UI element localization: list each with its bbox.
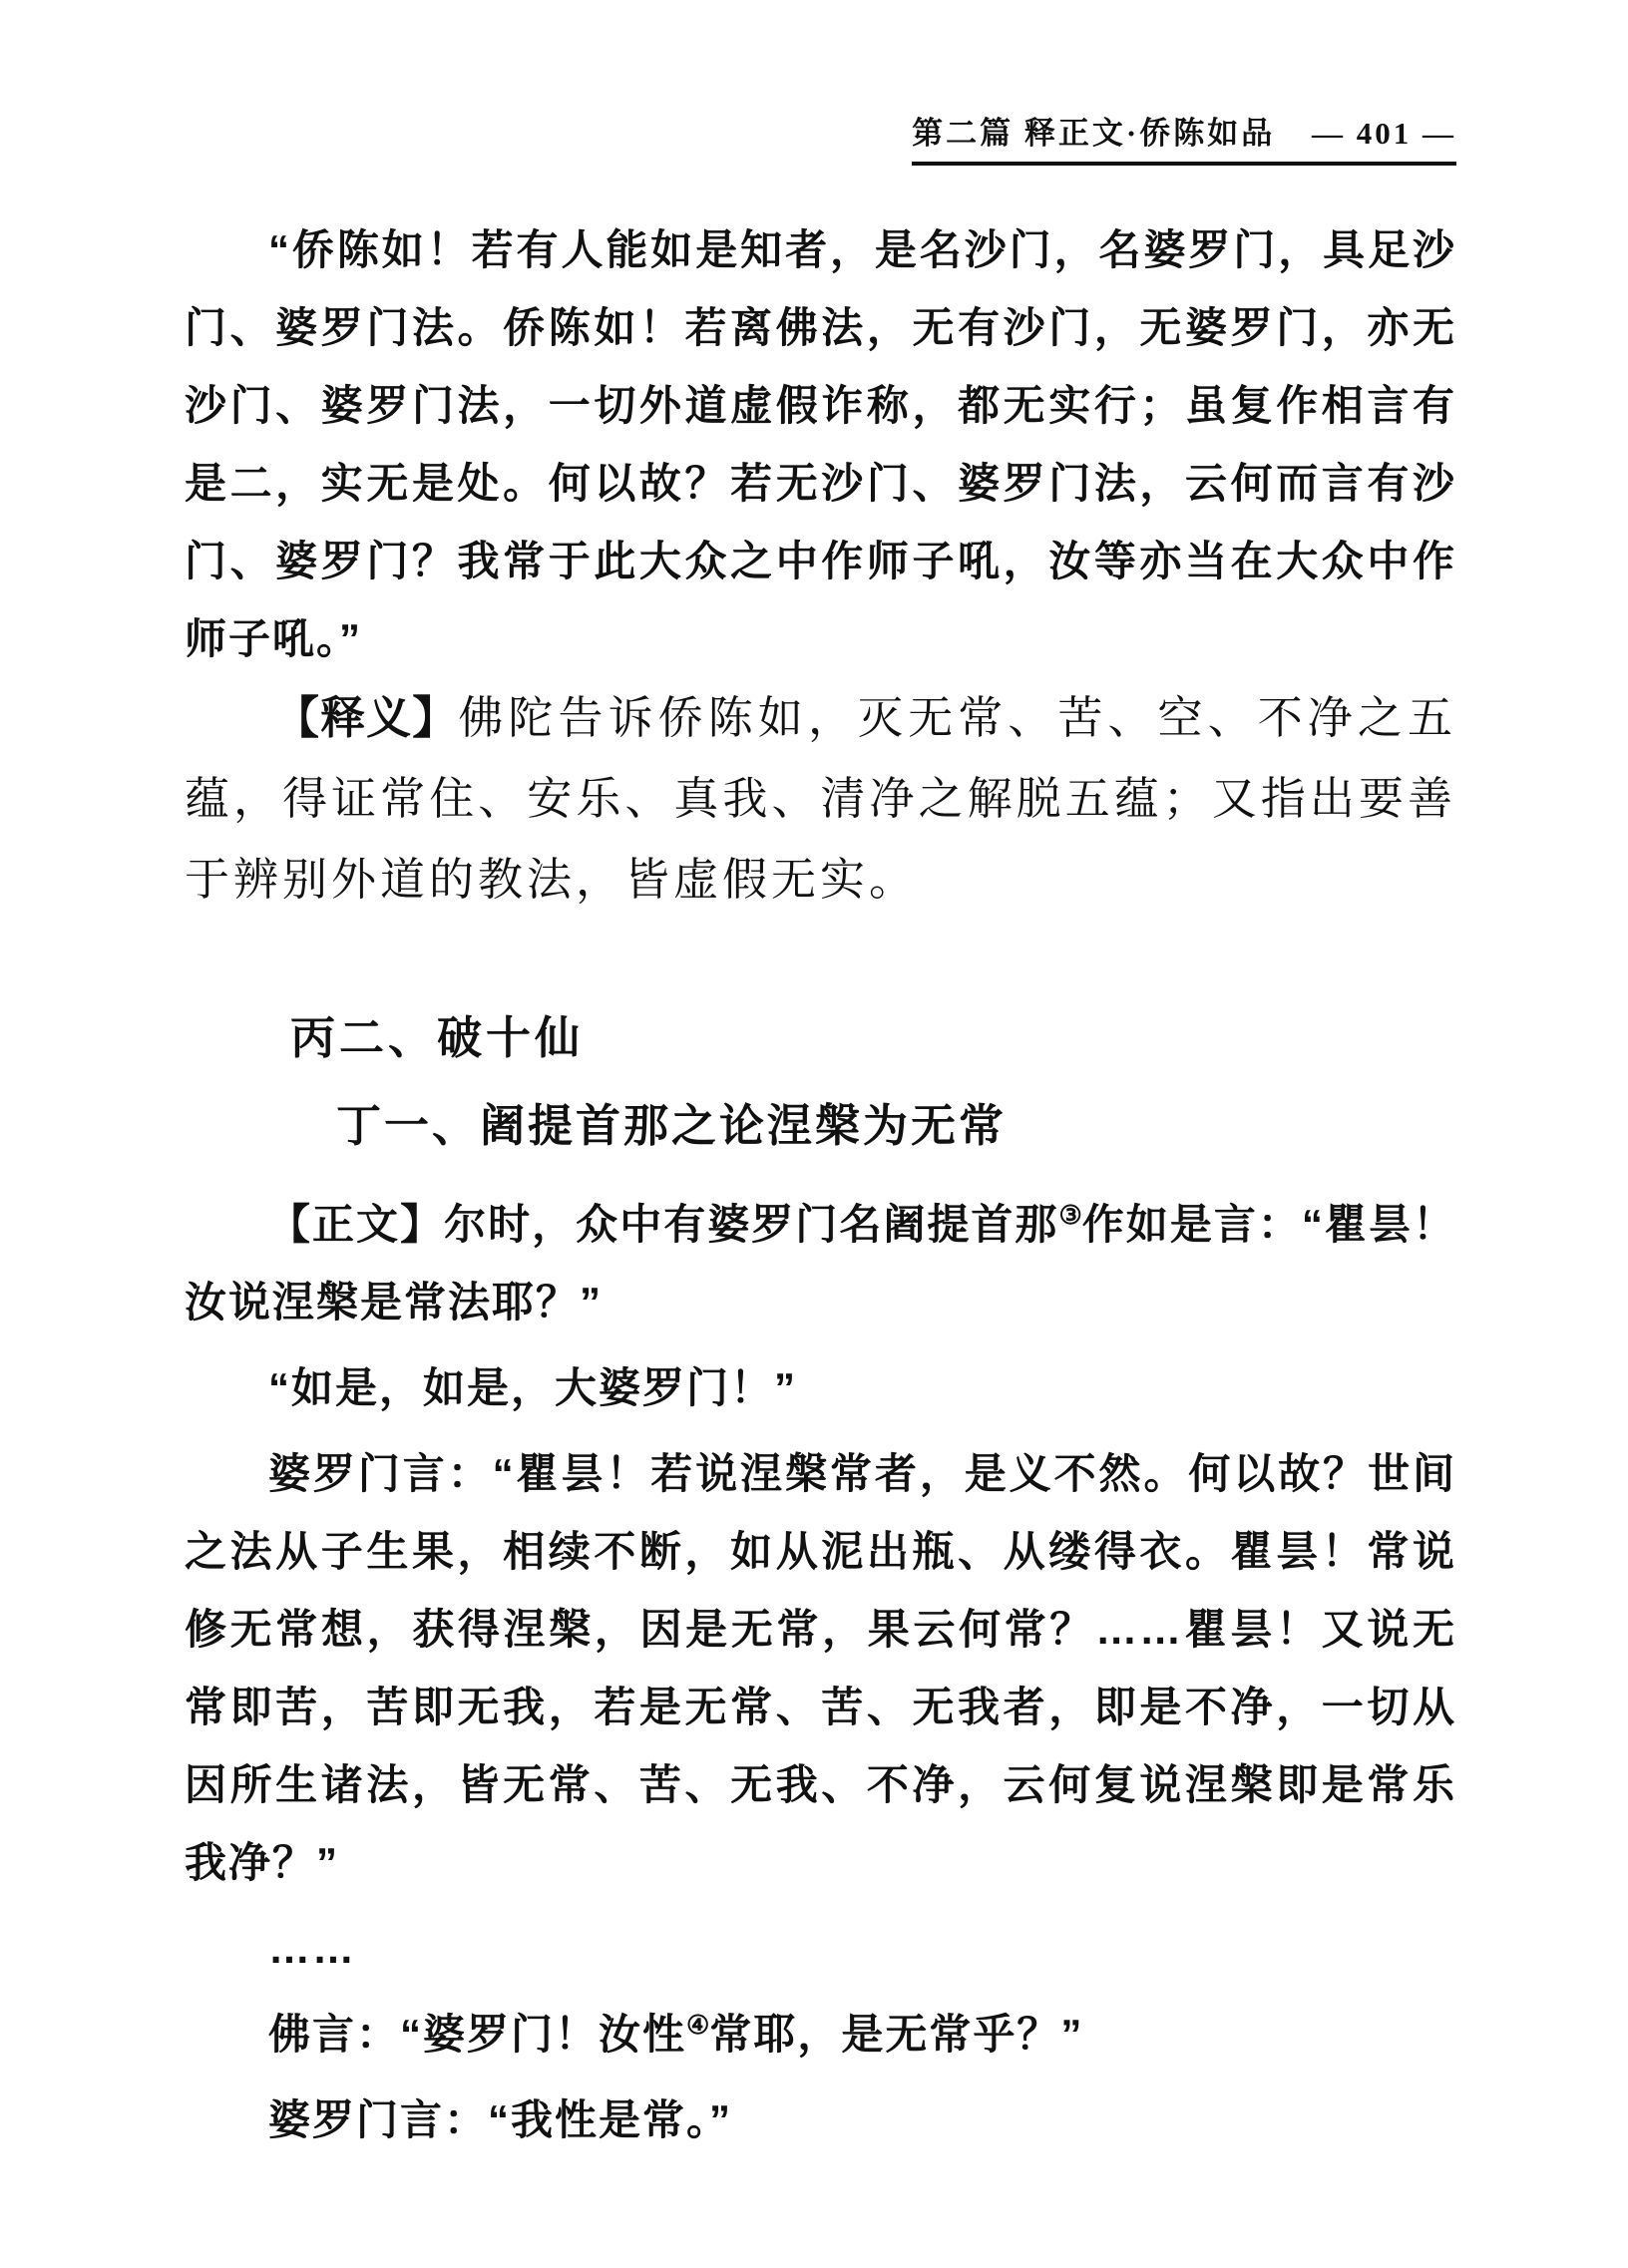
buddha-question-paragraph [185,1996,1456,2074]
page-number: — 401 — [1312,116,1456,151]
zhengwen-paragraph [185,1186,1456,1341]
buddha-text-after-note: 常耶，是无常乎？” [709,2011,1084,2058]
section-heading-ding-yi: 丁一、阇提首那之论涅槃为无常 [336,1100,1008,1151]
running-header-rule [912,108,1456,166]
zhengwen-text-after-note: 作如是言：“瞿昙！汝说涅槃是常法耶？” [185,1201,1456,1325]
page-body [185,211,1456,2159]
shiyi-text: 佛陀告诉侨陈如，灭无常、苦、空、不净之五蕴，得证常住、安乐、真我、清净之解脱五蕴；又指出要善于辨别外道的教法，皆虚假无实。 [185,693,1456,905]
footnote-ref-3: ③ [1058,1200,1082,1230]
chapter-title: 第二篇 释正文·侨陈如品 [912,116,1276,151]
buddha-text-before-note: 佛言：“婆罗门！汝性 [268,2011,687,2058]
brahmin-objection-paragraph: 婆罗门言：“瞿昙！若说涅槃常者，是义不然。何以故？世间之法从子生果，相续不断，如从泥出瓶、从缕得衣。瞿昙！常说修无常想，获得涅槃，因是无常，果云何常？……瞿昙！又说无常即苦，苦即无我，若是无常、苦、无我者，即是不净，一切从因所生诸法，皆无常、苦、无我、不净，云何复说涅槃即是常乐我净？” [185,1450,1456,1886]
running-header [185,0,1456,166]
dialog-answer-paragraph: “如是，如是，大婆罗门！” [268,1364,798,1411]
footnote-ref-4: ④ [686,2010,710,2040]
shiyi-paragraph [185,678,1456,921]
zhengwen-text-before-note: 尔时，众中有婆罗门名阇提首那 [444,1201,1059,1248]
brahmin-reply-paragraph: 婆罗门言：“我性是常。” [268,2096,733,2143]
scripture-quote-paragraph: “侨陈如！若有人能如是知者，是名沙门，名婆罗门，具足沙门、婆罗门法。侨陈如！若离佛法，无有沙门，无婆罗门，亦无沙门、婆罗门法，一切外道虚假诈称，都无实行；虽复作相言有是二，实无是处。何以故？若无沙门、婆罗门法，云何而言有沙门、婆罗门？我常于此大众之中作师子吼，汝等亦当在大众中作师子吼。” [185,226,1456,662]
zhengwen-label: 【正文】 [268,1201,445,1248]
ellipsis-paragraph: …… [268,1925,356,1972]
section-heading-bing-er: 丙二、破十仙 [290,1012,585,1063]
shiyi-label: 【释义】 [274,693,459,743]
